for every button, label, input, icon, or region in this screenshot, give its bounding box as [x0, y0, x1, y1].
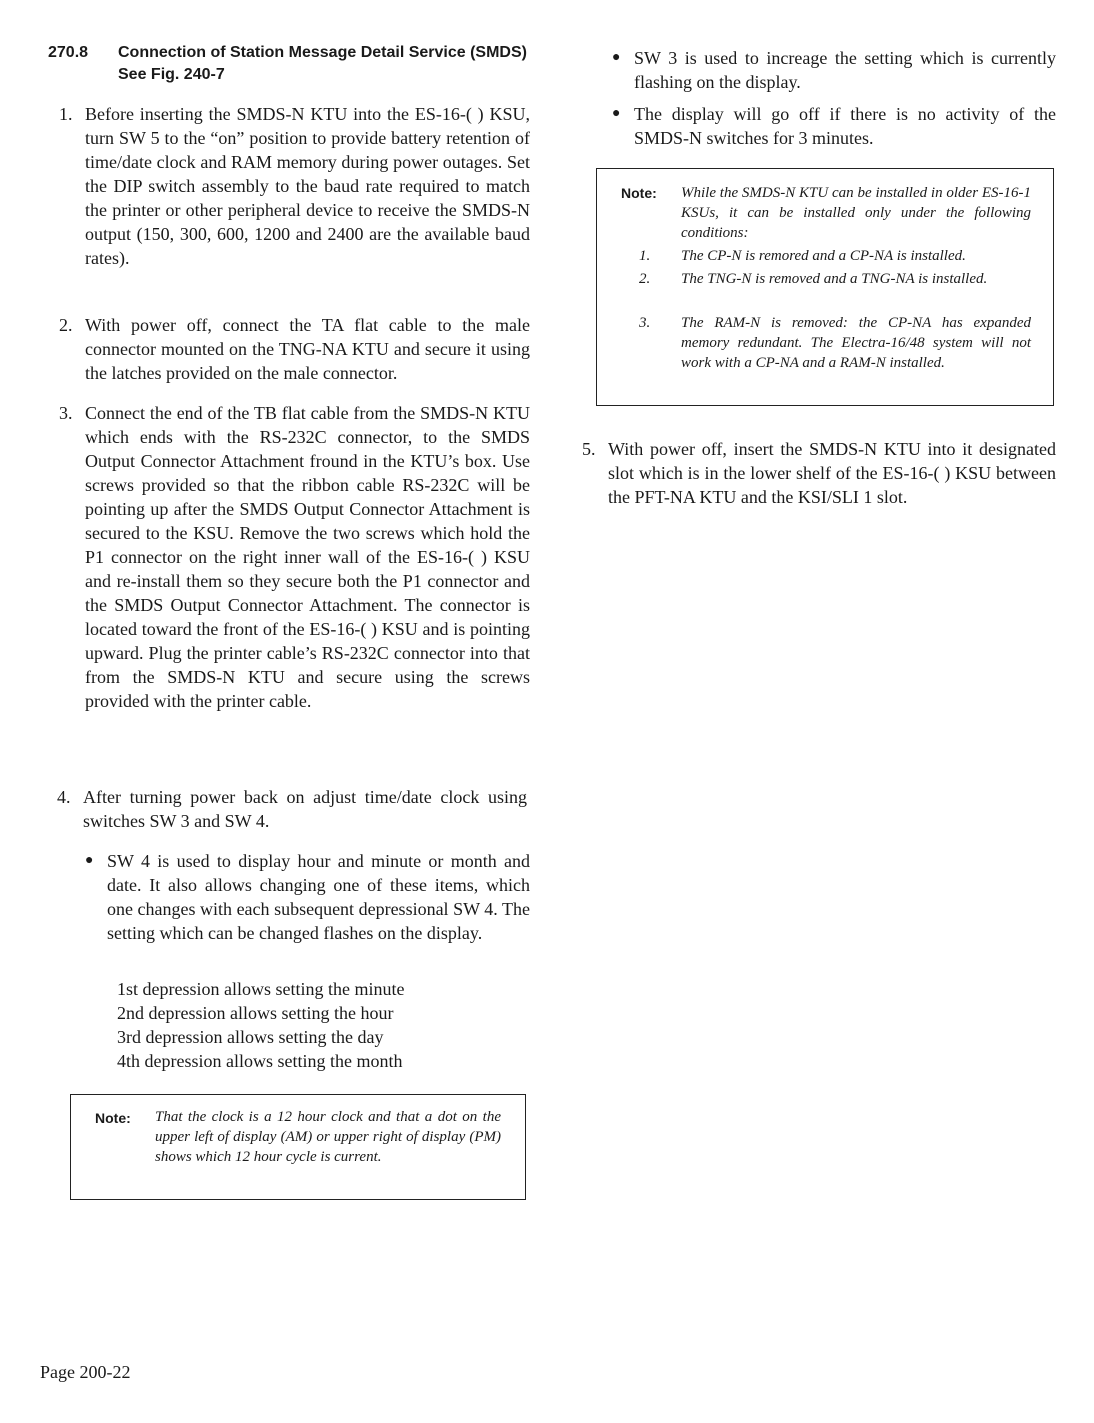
bullet-dot-icon: ●: [85, 853, 94, 868]
note-intro: While the SMDS-N KTU can be installed in older ES-16-1 KSUs, it can be installed only under the following conditions:: [681, 185, 1031, 241]
note-condition-1: [639, 246, 1031, 266]
condition-number: 3.: [639, 315, 651, 331]
bullet-text: SW 3 is used to increage the setting which is currently flashing on the display.: [634, 48, 1056, 92]
step-text: With power off, connect the TA flat cable to the male connector mounted on the TNG-NA KTU and secure it using the latches provided on the male connector.: [85, 315, 530, 383]
bullet-sw4: [85, 849, 530, 945]
clock-note-box: [70, 1094, 526, 1200]
step-number: 1.: [59, 104, 73, 124]
note-condition-3: [639, 313, 1031, 373]
bullet-dot-icon: ●: [612, 106, 621, 121]
list-item: 3rd depression allows setting the day: [117, 1027, 384, 1047]
step-2: [59, 313, 530, 385]
depression-list: [117, 977, 477, 1073]
bullet-display-off: [612, 102, 1056, 150]
note-label: Note:: [95, 1110, 131, 1126]
step-1: [59, 102, 530, 270]
install-note-box: [596, 168, 1054, 406]
step-3: [59, 401, 530, 713]
step-text: After turning power back on adjust time/date clock using switches SW 3 and SW 4.: [83, 787, 527, 831]
note-label: Note:: [621, 185, 657, 201]
bullet-dot-icon: ●: [612, 50, 621, 65]
list-item: 2nd depression allows setting the hour: [117, 1003, 394, 1023]
section-number: 270.8: [48, 44, 89, 61]
note-condition-2: [639, 269, 1031, 289]
section-title: Connection of Station Message Detail Service (SMDS) See Fig. 240-7: [118, 44, 527, 83]
bullet-text: SW 4 is used to display hour and minute or month and date. It also allows changing one of these items, which one changes with each subsequent depressional SW 4. The setting which can be changed flashes on the display.: [107, 851, 530, 943]
step-number: 5.: [582, 439, 596, 459]
bullet-sw3: [612, 46, 1056, 94]
step-text: With power off, insert the SMDS-N KTU into it designated slot which is in the lower shelf of the ES-16-( ) KSU between the PFT-NA KTU and the KSI/SLI 1 slot.: [608, 439, 1056, 507]
step-4: [57, 785, 527, 833]
list-item: 4th depression allows setting the month: [117, 1051, 403, 1071]
step-text: Before inserting the SMDS-N KTU into the ES-16-( ) KSU, turn SW 5 to the “on” position to provide battery retention of time/date clock and RAM memory during power outages. Set the DIP switch assembly to the baud rate required to match the printer or other peripheral device to receive the SMDS-N output (150, 300, 600, 1200 and 2400 are the available baud rates).: [85, 104, 530, 268]
step-number: 2.: [59, 315, 73, 335]
condition-number: 2.: [639, 271, 651, 287]
step-number: 3.: [59, 403, 73, 423]
step-5: [582, 437, 1056, 509]
note-text: That the clock is a 12 hour clock and that a dot on the upper left of display (AM) or upper right of display (PM) shows which 12 hour cycle is current.: [155, 1109, 501, 1165]
page-number: Page 200-22: [40, 1362, 131, 1382]
list-item: 1st depression allows setting the minute: [117, 979, 405, 999]
condition-text: The TNG-N is removed and a TNG-NA is installed.: [681, 271, 988, 287]
step-text: Connect the end of the TB flat cable from the SMDS-N KTU which ends with the RS-232C connector, to the SMDS Output Connector Attachment fround in the KTU’s box. Use screws provided so that the ribbon cable RS-232C will be pointing up after the SMDS Output Connector Attachment is secured to the KSU. Remove the two screws which hold the P1 connector on the right inner wall of the ES-16-( ) KSU and re-install them so they secure both the P1 connector and the SMDS Output Connector Attachment. The connector is located toward the front of the ES-16-( ) KSU and is pointing upward. Plug the printer cable’s RS-232C connector into that from the SMDS-N KTU and secure using the screws provided with the printer cable.: [85, 403, 530, 711]
condition-text: The CP-N is remored and a CP-NA is installed.: [681, 248, 966, 264]
condition-text: The RAM-N is removed: the CP-NA has expanded memory redundant. The Electra-16/48 system will not work with a CP-NA and a RAM-N installed.: [681, 315, 1031, 371]
bullet-text: The display will go off if there is no activity of the SMDS-N switches for 3 minutes.: [634, 104, 1056, 148]
step-number: 4.: [57, 787, 71, 807]
condition-number: 1.: [639, 248, 651, 264]
